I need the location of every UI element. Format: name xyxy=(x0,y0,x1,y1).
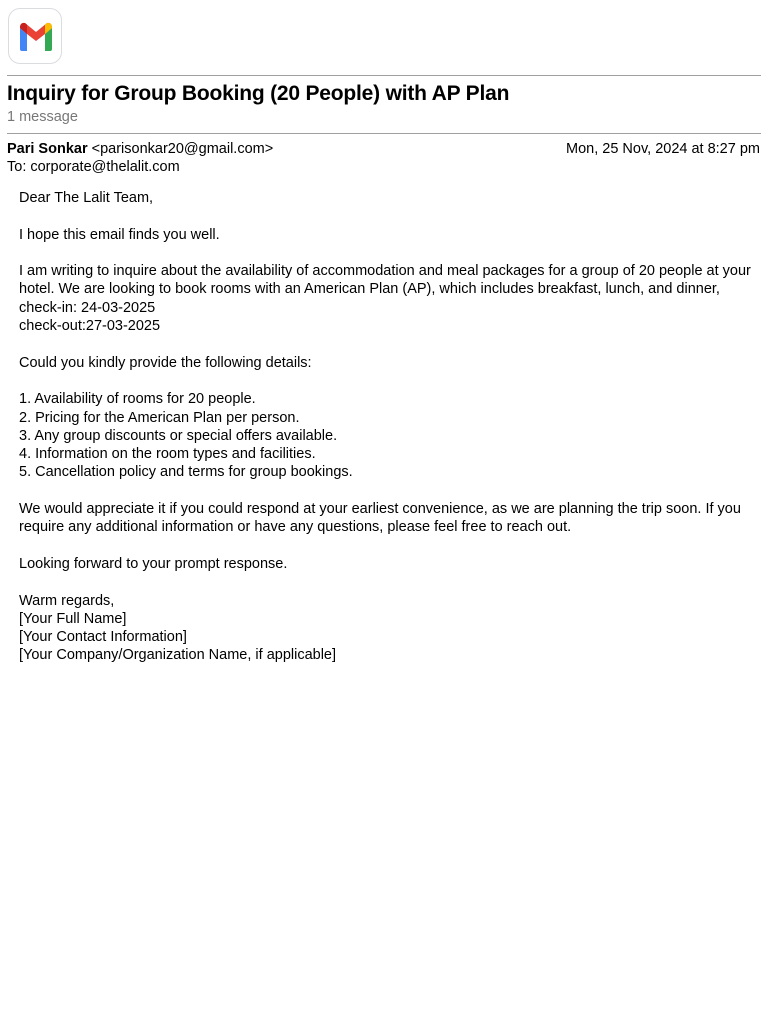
signature-block xyxy=(19,592,755,665)
list-item: 5. Cancellation policy and terms for group bookings. xyxy=(19,464,353,481)
email-date: Mon, 25 Nov, 2024 at 8:27 pm xyxy=(566,141,760,157)
sender-email: <parisonkar20@gmail.com> xyxy=(91,141,274,157)
message-divider xyxy=(7,133,761,134)
closing-line: Looking forward to your prompt response. xyxy=(19,555,288,572)
list-item: 1. Availability of rooms for 20 people. xyxy=(19,391,256,408)
list-item: 2. Pricing for the American Plan per person. xyxy=(19,409,300,426)
opening-line: I hope this email finds you well. xyxy=(19,226,220,243)
sender-name: Pari Sonkar xyxy=(7,141,88,157)
details-list xyxy=(19,390,755,481)
appreciation-paragraph: We would appreciate it if you could respond at your earliest convenience, as we are planning the trip soon. If you require any additional information or have any questions, please feel free to reach out. xyxy=(19,501,741,536)
message-count: 1 message xyxy=(7,109,78,125)
list-item: 4. Information on the room types and facilities. xyxy=(19,446,316,463)
list-item: 3. Any group discounts or special offers available. xyxy=(19,427,338,444)
header-divider xyxy=(7,75,761,76)
request-line: Could you kindly provide the following details: xyxy=(19,354,312,371)
sender-line xyxy=(7,141,273,157)
signature-name: [Your Full Name] xyxy=(19,610,127,627)
intro-paragraph xyxy=(19,262,755,335)
sign-off: Warm regards, xyxy=(19,592,115,609)
greeting: Dear The Lalit Team, xyxy=(19,190,154,206)
check-out-line: check-out:27-03-2025 xyxy=(19,318,161,335)
signature-company: [Your Company/Organization Name, if applicable] xyxy=(19,647,337,664)
signature-contact: [Your Contact Information] xyxy=(19,629,187,646)
email-subject: Inquiry for Group Booking (20 People) with AP Plan xyxy=(7,82,510,105)
gmail-icon xyxy=(16,18,56,54)
check-in-line: check-in: 24-03-2025 xyxy=(19,299,156,316)
intro-text: I am writing to inquire about the availability of accommodation and meal packages for a group of 20 people at your hotel. We are looking to book rooms with an American Plan (AP), which includes breakfast, lunch, and dinner, xyxy=(19,263,751,298)
gmail-logo xyxy=(8,8,62,64)
recipient-line: To: corporate@thelalit.com xyxy=(7,159,180,175)
email-body xyxy=(19,189,755,683)
